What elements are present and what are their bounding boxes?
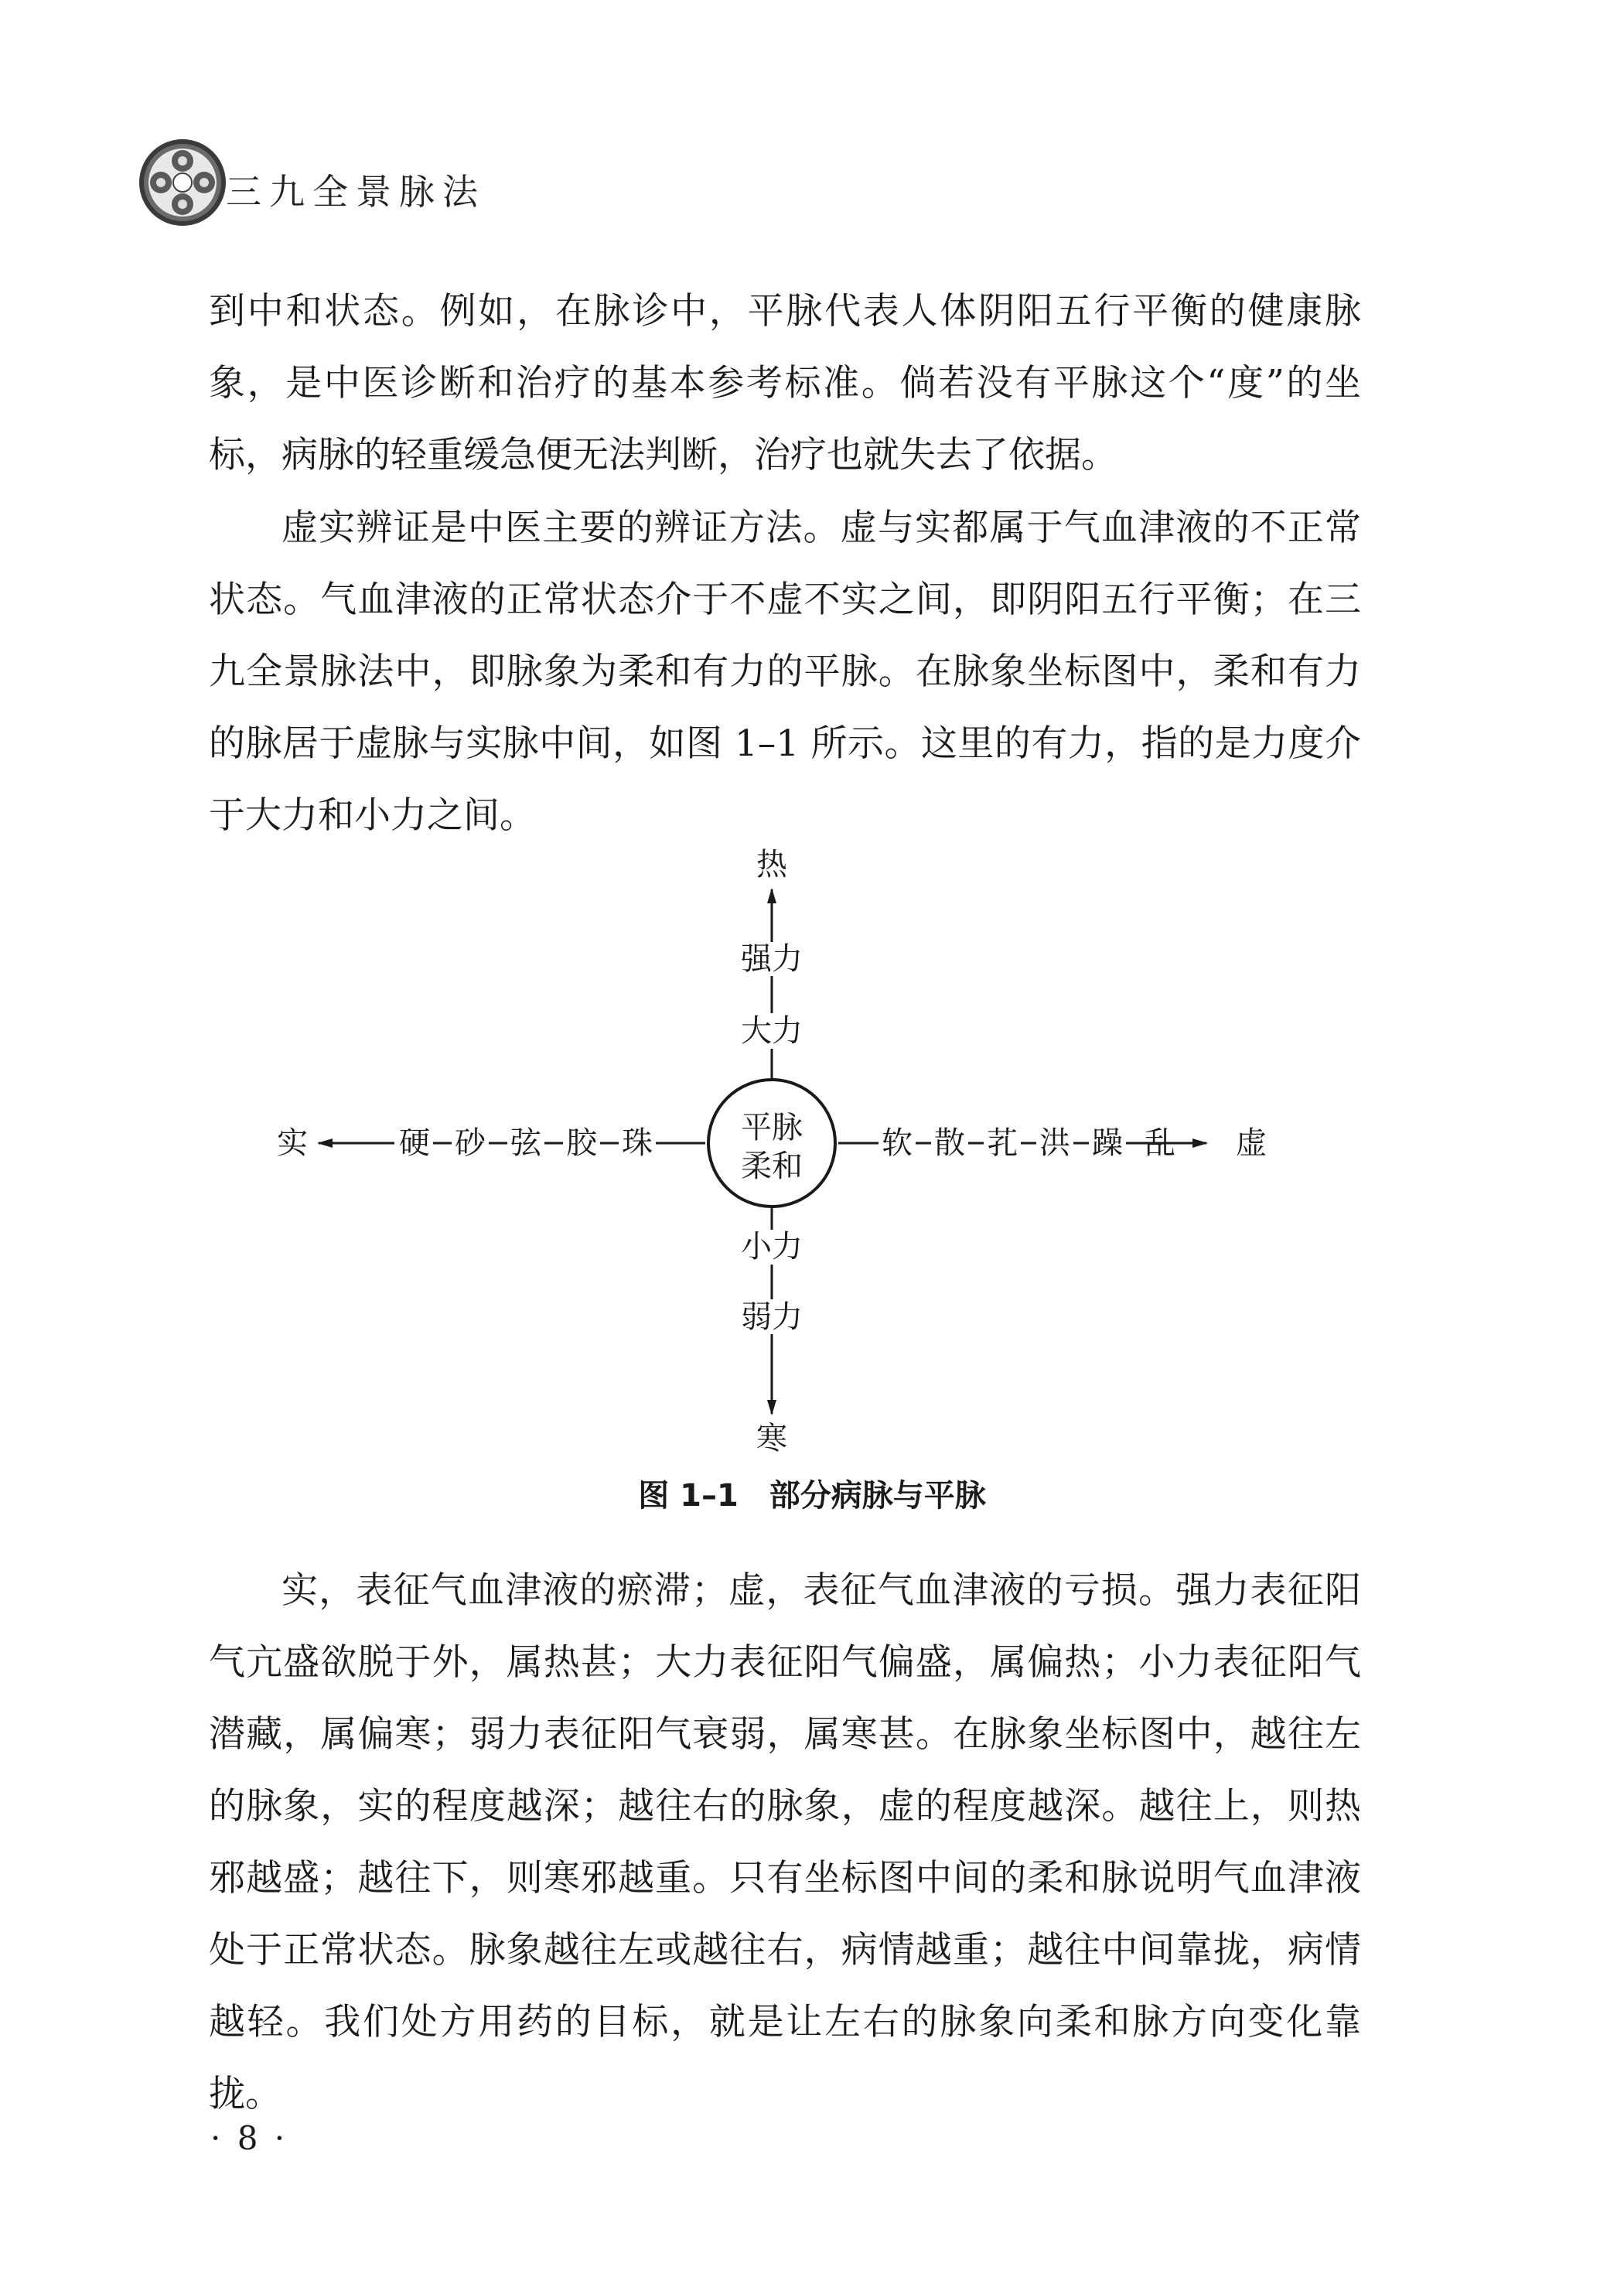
- bottom-label-weak: 弱力: [741, 1299, 803, 1335]
- paragraph-1: 到中和状态。例如，在脉诊中，平脉代表人体阴阳五行平衡的健康脉象，是中医诊断和治疗的基本参考标准。倘若没有平脉这个“度”的坐标，病脉的轻重缓急便无法判断，治疗也就失去了依据。: [209, 290, 1361, 476]
- right-label: 乱: [1145, 1125, 1175, 1161]
- left-label: 珠: [622, 1125, 653, 1161]
- bottom-label-small: 小力: [741, 1229, 803, 1265]
- pulse-coordinate-diagram: [0, 835, 1624, 1454]
- figure-number: 图 1–1: [638, 1478, 739, 1514]
- center-label-line1: 平脉: [741, 1110, 803, 1145]
- header-title: 三九全景脉法: [226, 171, 486, 213]
- figure-caption: [0, 1471, 1624, 1515]
- left-label: 硬: [399, 1125, 430, 1161]
- left-label: 胶: [566, 1125, 597, 1161]
- right-label: 软: [882, 1125, 913, 1161]
- right-label: 芤: [987, 1125, 1018, 1161]
- top-label-large: 大力: [741, 1013, 803, 1049]
- top-end-label: 热: [756, 847, 787, 882]
- right-label: 散: [934, 1125, 965, 1161]
- header-logo-icon: [138, 138, 227, 227]
- right-end-label: 虚: [1236, 1125, 1267, 1161]
- left-end-label: 实: [277, 1125, 308, 1161]
- figure-title: 部分病脉与平脉: [769, 1478, 986, 1514]
- left-label: 砂: [455, 1125, 486, 1161]
- page-number: · 8 ·: [210, 2119, 288, 2157]
- top-label-strong: 强力: [741, 941, 803, 977]
- paragraph-2: 虚实辨证是中医主要的辨证方法。虚与实都属于气血津液的不正常状态。气血津液的正常状态介于不虚不实之间，即阴阳五行平衡；在三九全景脉法中，即脉象为柔和有力的平脉。在脉象坐标图中，柔和有力的脉居于虚脉与实脉中间，如图 1–1 所示。这里的有力，指的是力度介于大力和小力之间。: [209, 507, 1361, 837]
- center-label-line2: 柔和: [741, 1149, 803, 1184]
- paragraph-3: 实，表征气血津液的瘀滞；虚，表征气血津液的亏损。强力表征阳气亢盛欲脱于外，属热甚；大力表征阳气偏盛，属偏热；小力表征阳气潜藏，属偏寒；弱力表征阳气衰弱，属寒甚。在脉象坐标图中，越往左的脉象，实的程度越深；越往右的脉象，虚的程度越深。越往上，则热邪越盛；越往下，则寒邪越重。只有坐标图中间的柔和脉说明气血津液处于正常状态。脉象越往左或越往右，病情越重；越往中间靠拢，病情越轻。我们处方用药的目标，就是让左右的脉象向柔和脉方向变化靠拢。: [209, 1569, 1361, 2115]
- right-label: 洪: [1039, 1125, 1070, 1161]
- right-label: 躁: [1092, 1125, 1123, 1161]
- bottom-end-label: 寒: [756, 1421, 787, 1454]
- left-label: 弦: [510, 1125, 541, 1161]
